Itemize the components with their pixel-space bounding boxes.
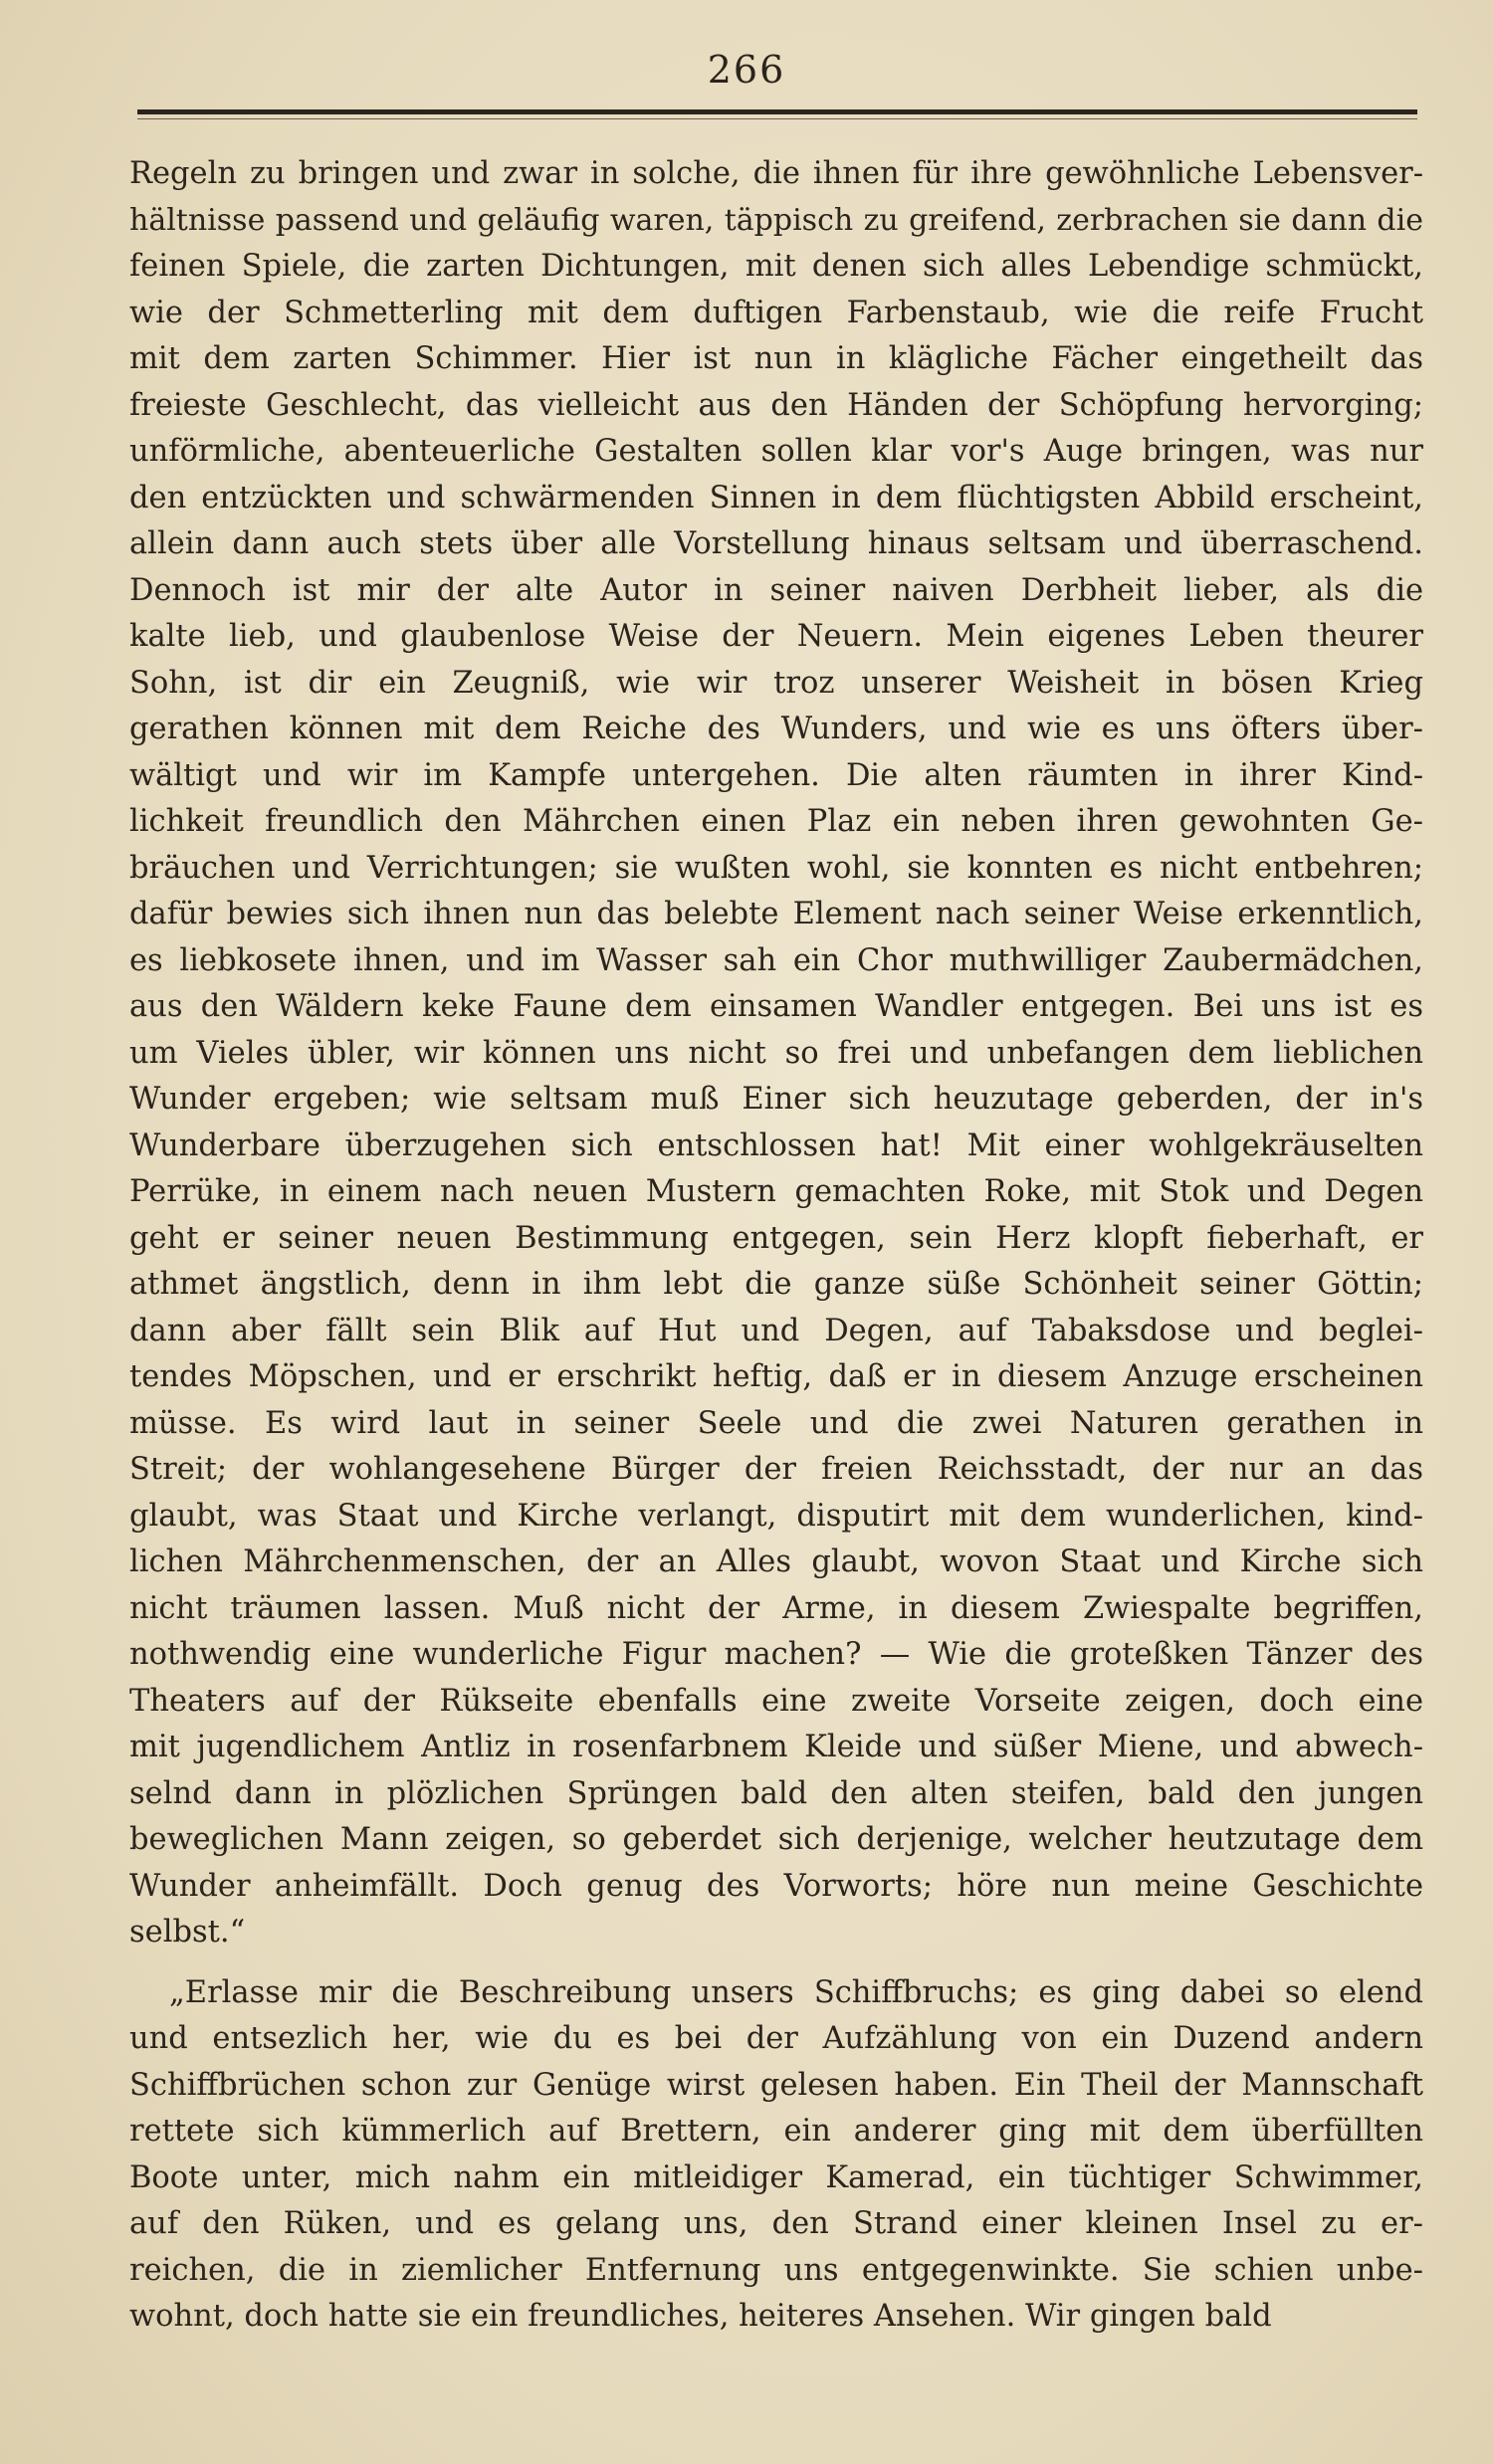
text-line: beweglichen Mann zeigen, so geberdet sich derjenige, welcher heutzutage dem	[129, 1822, 1423, 1857]
text-line: den entzückten und schwärmenden Sinnen in dem flüchtigsten Abbild erscheint,	[129, 480, 1423, 515]
page-number: 266	[707, 48, 786, 92]
text-line: und entsezlich her, wie du es bei der Aufzählung von ein Duzend andern	[129, 2021, 1423, 2056]
paragraph-gap	[129, 1956, 1423, 1970]
body-text	[129, 151, 1423, 2341]
text-line: wie der Schmetterling mit dem duftigen Farbenstaub, wie die reife Frucht	[129, 295, 1423, 330]
text-line: geht er seiner neuen Bestimmung entgegen, sein Herz klopft fieberhaft, er	[129, 1220, 1423, 1256]
text-line: Wunderbare überzugehen sich entschlossen hat! Mit einer wohlgekräuselten	[129, 1128, 1423, 1163]
text-line: Perrüke, in einem nach neuen Mustern gemachten Roke, mit Stok und Degen	[129, 1174, 1423, 1209]
text-line: nicht träumen lassen. Muß nicht der Arme, in diesem Zwiespalte begriffen,	[129, 1590, 1423, 1626]
header-rule-thin	[137, 118, 1417, 119]
text-line: kalte lieb, und glaubenlose Weise der Neuern. Mein eigenes Leben theurer	[129, 619, 1423, 654]
text-line: lichen Mährchenmenschen, der an Alles glaubt, wovon Staat und Kirche sich	[129, 1544, 1423, 1579]
text-line: Dennoch ist mir der alte Autor in seiner naiven Derbheit lieber, als die	[129, 572, 1423, 608]
text-line: Wunder ergeben; wie seltsam muß Einer sich heuzutage geberden, der in's	[129, 1082, 1423, 1117]
text-line: unförmliche, abenteuerliche Gestalten sollen klar vor's Auge bringen, was nur	[129, 434, 1423, 469]
text-line: mit dem zarten Schimmer. Hier ist nun in klägliche Fächer eingetheilt das	[129, 341, 1423, 376]
text-line: Boote unter, mich nahm ein mitleidiger Kamerad, ein tüchtiger Schwimmer,	[129, 2159, 1423, 2195]
text-line: freieste Geschlecht, das vielleicht aus den Händen der Schöpfung hervorging;	[129, 387, 1423, 423]
text-line: athmet ängstlich, denn in ihm lebt die ganze süße Schönheit seiner Göttin;	[129, 1267, 1423, 1302]
text-line: glaubt, was Staat und Kirche verlangt, disputirt mit dem wunderlichen, kind-	[129, 1498, 1423, 1534]
text-line: aus den Wäldern keke Faune dem einsamen Wandler entgegen. Bei uns ist es	[129, 989, 1423, 1024]
text-line: reichen, die in ziemlicher Entfernung uns entgegenwinkte. Sie schien unbe-	[129, 2252, 1423, 2288]
text-line: müsse. Es wird laut in seiner Seele und die zwei Naturen gerathen in	[129, 1405, 1423, 1441]
text-line: auf den Rüken, und es gelang uns, den Strand einer kleinen Insel zu er-	[129, 2206, 1423, 2241]
text-line: selnd dann in plözlichen Sprüngen bald den alten steifen, bald den jungen	[129, 1775, 1423, 1811]
text-line: dafür bewies sich ihnen nun das belebte Element nach seiner Weise erkenntlich,	[129, 897, 1423, 931]
text-line: tendes Möpschen, und er erschrikt heftig, daß er in diesem Anzuge erscheinen	[129, 1359, 1423, 1394]
text-line: Wunder anheimfällt. Doch genug des Vorworts; höre nun meine Geschichte	[129, 1868, 1423, 1904]
text-line: Sohn, ist dir ein Zeugniß, wie wir troz unserer Weisheit in bösen Krieg	[129, 665, 1423, 701]
text-line: hältnisse passend und geläufig waren, täppisch zu greifend, zerbrachen sie dann die	[129, 202, 1423, 238]
text-line: Schiffbrüchen schon zur Genüge wirst gelesen haben. Ein Theil der Mannschaft	[129, 2067, 1423, 2103]
header-rule	[137, 109, 1417, 114]
text-line: um Vieles übler, wir können uns nicht so frei und unbefangen dem lieblichen	[129, 1035, 1423, 1071]
text-line: Streit; der wohlangesehene Bürger der freien Reichsstadt, der nur an das	[129, 1452, 1423, 1487]
text-line: Theaters auf der Rükseite ebenfalls eine zweite Vorseite zeigen, doch eine	[129, 1683, 1423, 1719]
text-line: rettete sich kümmerlich auf Brettern, ein anderer ging mit dem überfüllten	[129, 2114, 1423, 2149]
text-line: mit jugendlichem Antliz in rosenfarbnem Kleide und süßer Miene, und abwech-	[129, 1730, 1423, 1764]
text-line: bräuchen und Verrichtungen; sie wußten wohl, sie konnten es nicht entbehren;	[129, 850, 1423, 886]
paragraph	[129, 151, 1423, 1956]
text-line: wohnt, doch hatte sie ein freundliches, heiteres Ansehen. Wir gingen bald	[129, 2299, 1272, 2334]
text-line: wältigt und wir im Kampfe untergehen. Die alten räumten in ihrer Kind-	[129, 757, 1423, 793]
text-line: es liebkosete ihnen, und im Wasser sah ein Chor muthwilliger Zaubermädchen,	[129, 942, 1423, 978]
text-line: dann aber fällt sein Blik auf Hut und Degen, auf Tabaksdose und beglei-	[129, 1313, 1423, 1348]
text-line: feinen Spiele, die zarten Dichtungen, mit denen sich alles Lebendige schmückt,	[129, 249, 1423, 284]
text-line: allein dann auch stets über alle Vorstellung hinaus seltsam und überraschend.	[129, 526, 1423, 561]
text-line: nothwendig eine wunderliche Figur machen? — Wie die groteßken Tänzer des	[129, 1637, 1423, 1672]
text-line: selbst.“	[129, 1915, 246, 1950]
text-line: Regeln zu bringen und zwar in solche, die ihnen für ihre gewöhnliche Lebensver-	[129, 156, 1423, 191]
text-line: lichkeit freundlich den Mährchen einen Plaz ein neben ihren gewohnten Ge-	[129, 804, 1423, 839]
text-line: „Erlasse mir die Beschreibung unsers Schiffbruchs; es ging dabei so elend	[169, 1974, 1423, 2010]
paragraph	[129, 1970, 1423, 2341]
text-line: gerathen können mit dem Reiche des Wunders, und wie es uns öfters über-	[129, 712, 1423, 746]
